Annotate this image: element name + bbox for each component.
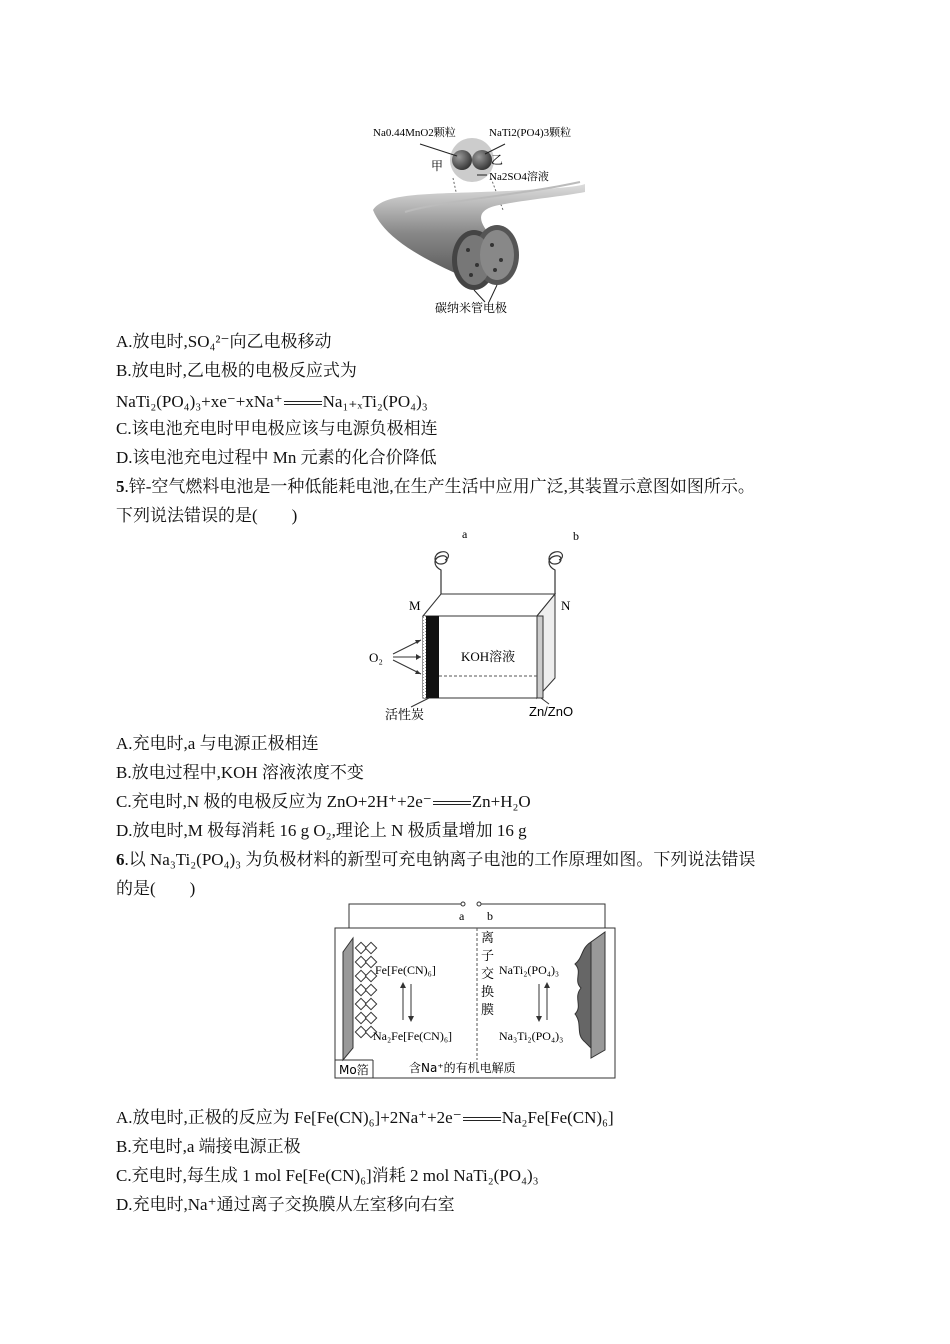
equals-sign (284, 401, 322, 405)
label-particle-left: Na0.44MnO2颗粒 (373, 127, 456, 139)
q6-stem-1 (116, 848, 755, 872)
carbon-nanotube-figure (365, 120, 595, 320)
equation-left: NaTi₂(PO₄)₃+xe⁻+xNa⁺ (116, 392, 283, 411)
equation-left: C.充电时,N 极的电极反应为 ZnO+2H⁺+2e⁻ (116, 792, 432, 811)
q6-option-b: B.充电时,a 端接电源正极 (116, 1137, 301, 1156)
q5-stem-1 (116, 475, 755, 499)
membrane-char-4: 换 (481, 985, 495, 1000)
label-a: a (459, 909, 465, 923)
label-koh: KOH溶液 (461, 649, 516, 664)
equation-right: Na₂Fe[Fe(CN)₆] (501, 1108, 614, 1127)
membrane-char-3: 交 (481, 967, 495, 982)
q4-option-a: A.放电时,SO₄²⁻向乙电极移动 (116, 332, 332, 351)
q4-option-b-equation (116, 390, 428, 414)
zinc-air-battery-figure (365, 524, 595, 724)
label-a: a (462, 527, 468, 541)
q5-option-a: A.充电时,a 与电源正极相连 (116, 734, 319, 753)
label-n: N (561, 598, 571, 613)
equals-sign (433, 801, 471, 805)
q4-option-c: C.该电池充电时甲电极应该与电源负极相连 (116, 419, 438, 438)
label-b: b (573, 529, 579, 543)
label-particle-right: NaTi2(PO4)3颗粒 (489, 127, 572, 139)
label-carbon: 活性炭 (385, 708, 425, 723)
equation-left: A.放电时,正极的反应为 Fe[Fe(CN)₆]+2Na⁺+2e⁻ (116, 1108, 462, 1127)
label-right-top: NaTi₂(PO₄)₃ (499, 963, 560, 977)
label-o2: O₂ (369, 650, 383, 665)
label-yi: 乙 (491, 153, 504, 167)
q4-option-b: B.放电时,乙电极的电极反应式为 (116, 361, 357, 380)
equation-right: Zn+H₂O (471, 792, 531, 811)
q6-option-c: C.充电时,每生成 1 mol Fe[Fe(CN)₆]消耗 2 mol NaTi₂(PO₄)₃ (116, 1166, 539, 1185)
q5-number: 5 (116, 477, 125, 496)
q5-stem-2: 下列说法错误的是( ) (116, 506, 298, 525)
label-left-top: Fe[Fe(CN)₆] (375, 963, 436, 977)
label-jia: 甲 (431, 159, 444, 173)
label-electrode: 碳纳米管电极 (435, 301, 508, 315)
membrane-char-2: 子 (481, 949, 495, 964)
label-solution: Na2SO4溶液 (489, 171, 549, 183)
q4-option-d: D.该电池充电过程中 Mn 元素的化合价降低 (116, 448, 437, 467)
q5-option-c (116, 790, 531, 814)
label-left-bottom: Na₂Fe[Fe(CN)₆] (373, 1029, 453, 1043)
q5-stem-text: .锌-空气燃料电池是一种低能耗电池,在生产生活中应用广泛,其装置示意图如图所示。 (124, 477, 755, 496)
label-mo: Mo箔 (339, 1063, 369, 1077)
equals-sign (463, 1117, 501, 1121)
q6-stem-text: .以 Na₃Ti₂(PO₄)₃ 为负极材料的新型可充电钠离子电池的工作原理如图。下列说法错误 (124, 850, 756, 869)
q5-option-b: B.放电过程中,KOH 溶液浓度不变 (116, 763, 364, 782)
q6-number: 6 (116, 850, 125, 869)
label-electrolyte: 含Na⁺的有机电解质 (409, 1061, 516, 1075)
membrane-char-1: 离 (481, 931, 495, 946)
q6-option-a (116, 1106, 614, 1130)
label-right-bottom: Na₃Ti₂(PO₄)₃ (499, 1029, 564, 1043)
label-b: b (487, 909, 493, 923)
equation-right: Na₁₊ₓTi₂(PO₄)₃ (322, 392, 428, 411)
q6-stem-2: 的是( ) (116, 879, 196, 898)
label-zn: Zn/ZnO (529, 704, 574, 719)
label-m: M (409, 598, 421, 613)
membrane-char-5: 膜 (481, 1003, 495, 1018)
q5-option-d: D.放电时,M 极每消耗 16 g O₂,理论上 N 极质量增加 16 g (116, 821, 527, 840)
sodium-ion-battery-figure (333, 898, 617, 1082)
q6-option-d: D.充电时,Na⁺通过离子交换膜从左室移向右室 (116, 1195, 455, 1214)
